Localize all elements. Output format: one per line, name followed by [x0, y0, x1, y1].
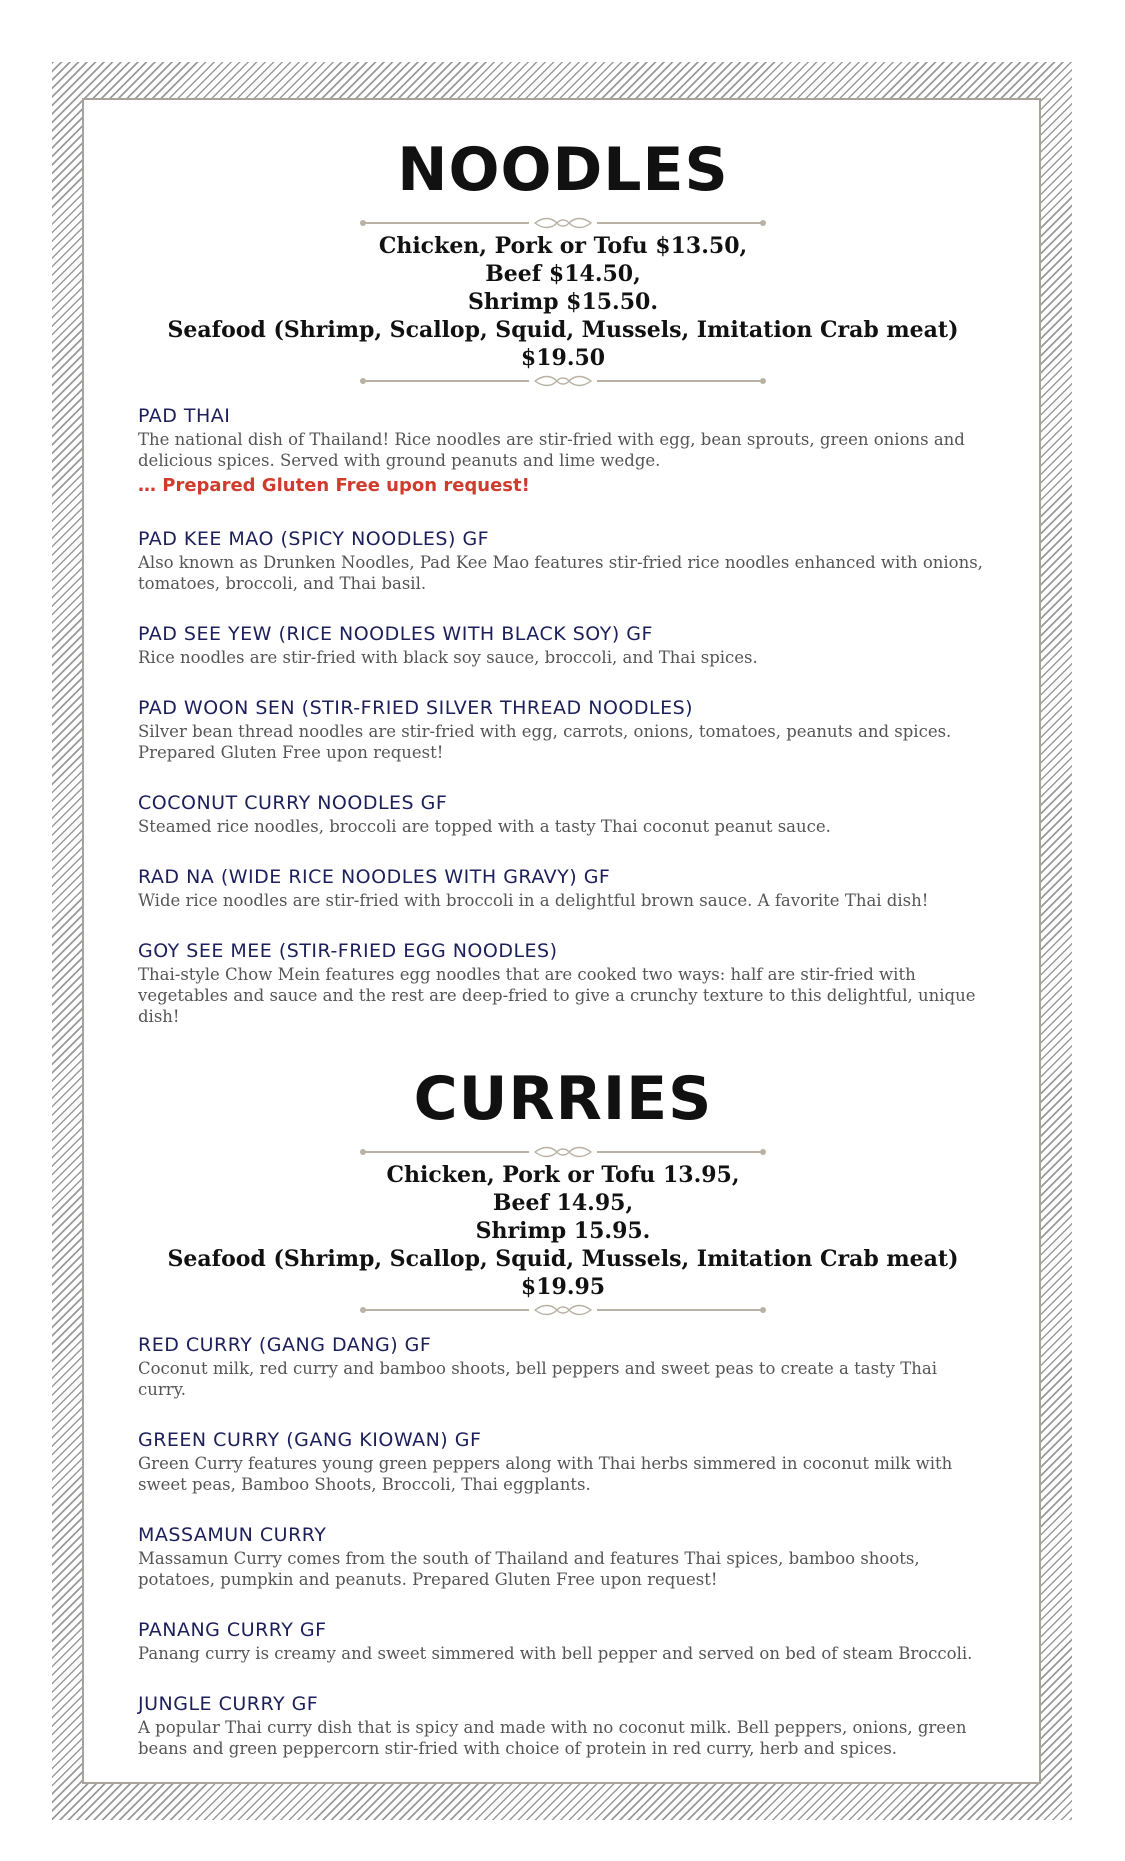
menu-item-rad-na [138, 865, 988, 911]
price-line: Chicken, Pork or Tofu 13.95, [386, 1162, 740, 1188]
menu-item-pad-woon-sen [138, 696, 988, 763]
gluten-free-note: … Prepared Gluten Free upon request! [138, 475, 530, 496]
price-line: Beef 14.95, [492, 1190, 634, 1216]
menu-item-red-curry [138, 1333, 988, 1400]
noodles-price-list [138, 232, 988, 372]
menu-item-panang-curry [138, 1618, 988, 1664]
item-description: Panang curry is creamy and sweet simmered with bell pepper and served on bed of steam Broccoli. [138, 1644, 973, 1663]
noodles-section [138, 126, 988, 1027]
item-description: Coconut milk, red curry and bamboo shoots, bell peppers and sweet peas to create a tasty Thai curry. [138, 1359, 937, 1399]
item-description: Wide rice noodles are stir-fried with broccoli in a delightful brown sauce. A favorite Thai dish! [138, 891, 929, 910]
item-name: PAD SEE YEW (RICE NOODLES WITH BLACK SOY) GF [138, 623, 653, 645]
item-name: RAD NA (WIDE RICE NOODLES WITH GRAVY) GF [138, 866, 611, 888]
item-name: JUNGLE CURRY GF [138, 1693, 319, 1715]
item-name: GOY SEE MEE (STIR-FRIED EGG NOODLES) [138, 940, 558, 962]
item-name: RED CURRY (GANG DANG) GF [138, 1334, 432, 1356]
noodles-items [138, 404, 988, 1027]
flourish-divider-icon [363, 372, 763, 390]
price-line: Shrimp 15.95. [475, 1218, 651, 1244]
price-line: Beef $14.50, [485, 261, 641, 287]
noodles-title: NOODLES [397, 135, 729, 205]
price-line: Seafood (Shrimp, Scallop, Squid, Mussels, Imitation Crab meat) $19.95 [167, 1246, 959, 1300]
item-name: PAD WOON SEN (STIR-FRIED SILVER THREAD NOODLES) [138, 697, 694, 719]
item-name: PAD THAI [138, 405, 231, 427]
flourish-divider-icon [363, 1301, 763, 1319]
flourish-divider-icon [363, 1143, 763, 1161]
menu-item-pad-kee-mao [138, 527, 988, 594]
item-description: Rice noodles are stir-fried with black soy sauce, broccoli, and Thai spices. [138, 648, 758, 667]
menu-item-goy-see-mee [138, 939, 988, 1027]
menu-item-pad-see-yew [138, 622, 988, 668]
item-description: Green Curry features young green peppers along with Thai herbs simmered in coconut milk with sweet peas, Bamboo Shoots, Broccoli, Thai eggplants. [138, 1454, 953, 1494]
curries-price-list [138, 1161, 988, 1301]
item-description: Steamed rice noodles, broccoli are topped with a tasty Thai coconut peanut sauce. [138, 817, 831, 836]
menu-item-massamun-curry [138, 1523, 988, 1590]
item-name: PANANG CURRY GF [138, 1619, 327, 1641]
menu-content [138, 126, 988, 1787]
curries-items [138, 1333, 988, 1759]
item-name: COCONUT CURRY NOODLES GF [138, 792, 448, 814]
price-line: Chicken, Pork or Tofu $13.50, [378, 233, 748, 259]
price-line: Seafood (Shrimp, Scallop, Squid, Mussels, Imitation Crab meat) $19.50 [167, 317, 959, 371]
menu-item-jungle-curry [138, 1692, 988, 1759]
item-description: Silver bean thread noodles are stir-fried with egg, carrots, onions, tomatoes, peanuts and spices. Prepared Gluten Free upon request! [138, 722, 952, 762]
item-name: PAD KEE MAO (SPICY NOODLES) GF [138, 528, 490, 550]
item-description: The national dish of Thailand! Rice noodles are stir-fried with egg, bean sprouts, green onions and delicious spices. Served with ground peanuts and lime wedge. [138, 430, 965, 470]
item-name: GREEN CURRY (GANG KIOWAN) GF [138, 1429, 482, 1451]
item-description: Thai-style Chow Mein features egg noodles that are cooked two ways: half are stir-fried with vegetables and sauce and the rest are deep-fried to give a crunchy texture to this delightful, unique dish! [138, 965, 976, 1026]
menu-item-coconut-curry-noodles [138, 791, 988, 837]
curries-section [138, 1055, 988, 1759]
menu-item-green-curry [138, 1428, 988, 1495]
item-description: Also known as Drunken Noodles, Pad Kee Mao features stir-fried rice noodles enhanced with onions, tomatoes, broccoli, and Thai basil. [138, 553, 983, 593]
item-name: MASSAMUN CURRY [138, 1524, 327, 1546]
item-description: Massamun Curry comes from the south of Thailand and features Thai spices, bamboo shoots, potatoes, pumpkin and peanuts. Prepared Gluten Free upon request! [138, 1549, 920, 1589]
menu-item-pad-thai [138, 404, 988, 499]
price-line: Shrimp $15.50. [467, 289, 658, 315]
flourish-divider-icon [363, 214, 763, 232]
curries-title: CURRIES [413, 1064, 713, 1134]
item-description: A popular Thai curry dish that is spicy and made with no coconut milk. Bell peppers, onions, green beans and green peppercorn stir-fried with choice of protein in red curry, herb and spices. [138, 1718, 967, 1758]
